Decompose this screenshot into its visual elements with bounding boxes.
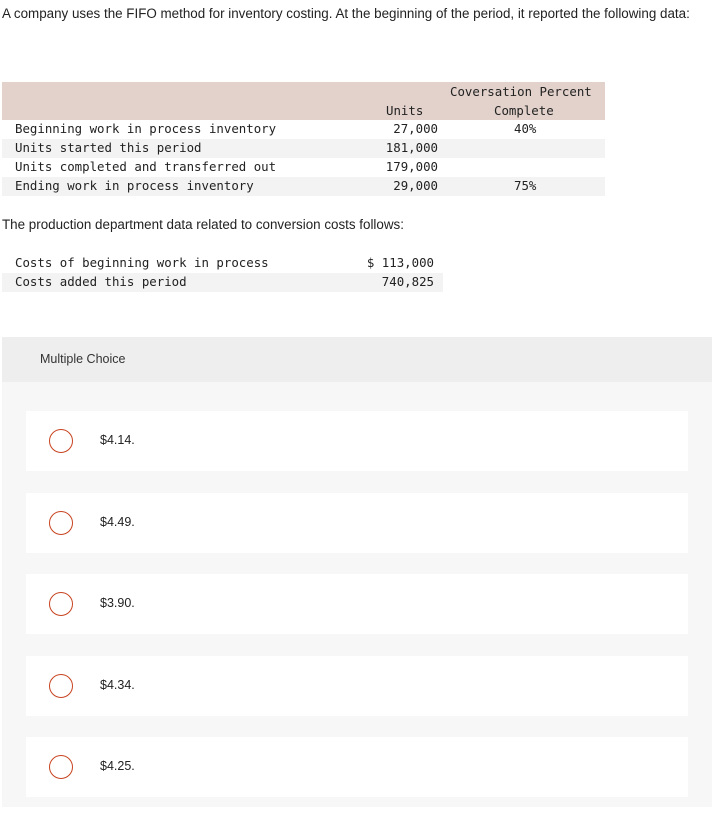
row-units: 27,000 xyxy=(393,121,438,136)
row-pct: 75% xyxy=(514,178,537,193)
row-units: 181,000 xyxy=(385,140,438,155)
question-intro-2: The production department data related to conversion costs follows: xyxy=(2,217,404,232)
choice-label: $4.25. xyxy=(100,759,135,773)
multiple-choice-title: Multiple Choice xyxy=(40,352,126,366)
choice-label: $4.49. xyxy=(100,515,135,529)
row-pct: 40% xyxy=(514,121,537,136)
multiple-choice-panel xyxy=(2,337,712,807)
row-value: $ 113,000 xyxy=(366,255,434,270)
radio-circle-icon[interactable] xyxy=(49,429,73,453)
cost-table xyxy=(2,254,443,292)
choice-label: $4.34. xyxy=(100,678,135,692)
units-table xyxy=(2,82,605,196)
choice-option-5[interactable] xyxy=(26,737,688,797)
units-table-header xyxy=(2,82,605,120)
choice-option-4[interactable] xyxy=(26,656,688,716)
table-row xyxy=(2,158,605,177)
table-row xyxy=(2,120,605,139)
radio-circle-icon[interactable] xyxy=(49,755,73,779)
row-value: 740,825 xyxy=(381,274,434,289)
question-intro: A company uses the FIFO method for inventory costing. At the beginning of the period, it reported the following data: xyxy=(2,6,690,21)
row-label: Costs of beginning work in process xyxy=(15,255,269,270)
header-pct-line1: Coversation Percent xyxy=(450,84,592,99)
choice-label: $4.14. xyxy=(100,433,135,447)
table-row xyxy=(2,254,443,273)
choice-option-1[interactable] xyxy=(26,411,688,471)
choice-label: $3.90. xyxy=(100,596,135,610)
row-units: 179,000 xyxy=(385,159,438,174)
header-units: Units xyxy=(386,103,424,118)
table-row xyxy=(2,139,605,158)
table-row xyxy=(2,273,443,292)
multiple-choice-header xyxy=(2,337,712,382)
radio-circle-icon[interactable] xyxy=(49,592,73,616)
header-pct-line2: Complete xyxy=(494,103,554,118)
row-label: Costs added this period xyxy=(15,274,187,289)
radio-circle-icon[interactable] xyxy=(49,511,73,535)
row-label: Units started this period xyxy=(15,140,202,155)
row-units: 29,000 xyxy=(393,178,438,193)
row-label: Beginning work in process inventory xyxy=(15,121,277,136)
row-label: Ending work in process inventory xyxy=(15,178,254,193)
choice-option-3[interactable] xyxy=(26,574,688,634)
table-row xyxy=(2,177,605,196)
radio-circle-icon[interactable] xyxy=(49,674,73,698)
row-label: Units completed and transferred out xyxy=(15,159,277,174)
choice-option-2[interactable] xyxy=(26,493,688,553)
